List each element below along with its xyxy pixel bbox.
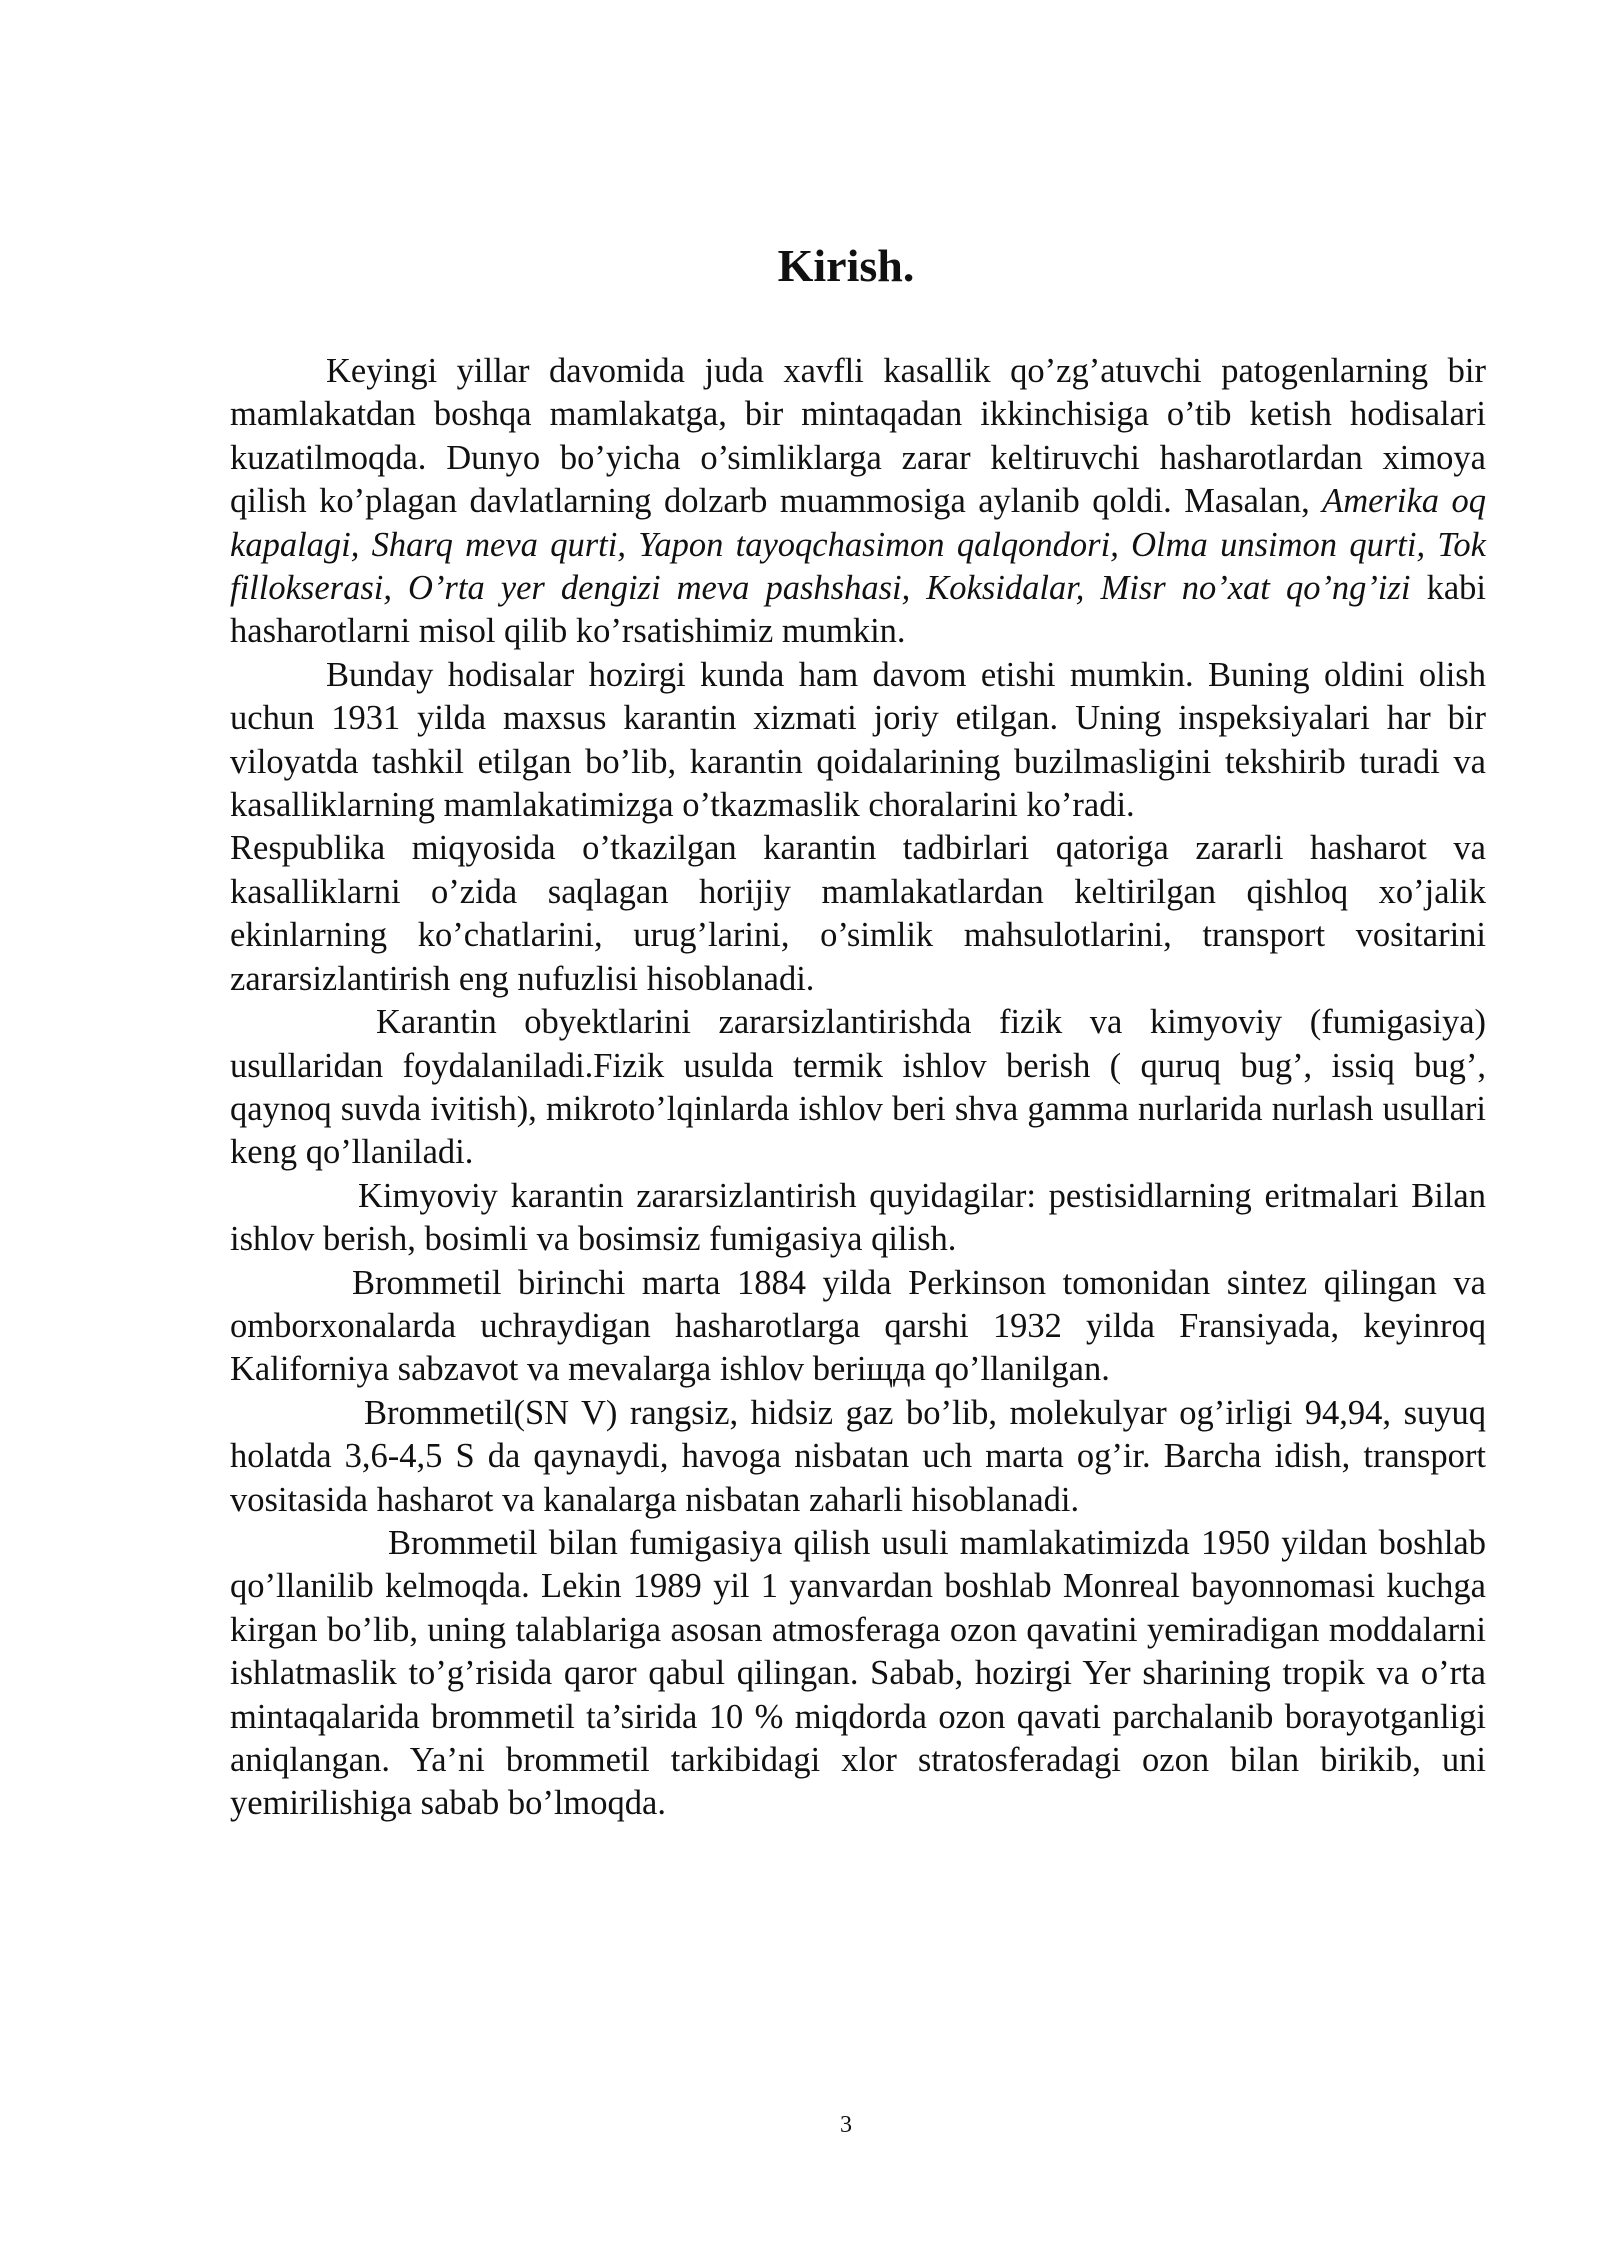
paragraph-3: Respublika miqyosida o’tkazilgan karantin tadbirlari qatoriga zararli hasharot va kasalliklarni o’zida saqlagan horijiy mamlakatlardan keltirilgan qishloq xo’jalik ekinlarning ko’chatlarini, urug’larini, o’simlik mahsulotlarini, transport vositarini zararsizlantirish eng nufuzlisi hisoblanadi. (230, 829, 1486, 998)
paragraph-2: Bunday hodisalar hozirgi kunda ham davom etishi mumkin. Buning oldini olish uchun 1931 yilda maxsus karantin xizmati joriy etilgan. Uning inspeksiyalari har bir viloyatda tashkil etilgan bo’lib, karantin qoidalarining buzilmasligini tekshirib turadi va kasalliklarning mamlakatimizga o’tkazmaslik choralarini ko’radi. (230, 655, 1486, 825)
page-number: 3 (840, 2112, 852, 2138)
paragraph-1-text-b: kabi hasharotlarni misol qilib ko’rsatishimiz mumkin. (230, 569, 1486, 651)
paragraph-5: Kimyoviy karantin zararsizlantirish quyidagilar: pestisidlarning eritmalari Bilan ishlov berish, bosimli va bosimsiz fumigasiya qilish. (230, 1176, 1486, 1259)
paragraph-7: Brommetil(SN V) rangsiz, hidsiz gaz bo’lib, molekulyar og’irligi 94,94, suyuq holatda 3,6-4,5 S da qaynaydi, havoga nisbatan uch marta og’ir. Barcha idish, transport vositasida hasharot va kanalarga nisbatan zaharli hisoblanadi. (230, 1393, 1486, 1519)
body-text (230, 350, 1486, 1826)
page-title: Kirish. (777, 240, 915, 291)
paragraph-1-italic-pests: Amerika oq kapalagi, Sharq meva qurti, Yapon tayoqchasimon qalqondori, Olma unsimon qurti, Tok fillokserasi, O’rta yer dengizi meva pashshasi, Koksidalar, Misr no’xat qo’ng’izi (230, 482, 1486, 608)
paragraph-1-text-a: Keyingi yillar davomida juda xavfli kasallik qo’zg’atuvchi patogenlarning bir mamlakatdan boshqa mamlakatga, bir mintaqadan ikkinchisiga o’tib ketish hodisalari kuzatilmoqda. Dunyo bo’yicha o’simliklarga zarar keltiruvchi hasharotlardan ximoya qilish ko’plagan davlatlarning dolzarb muammosiga aylanib qoldi. Masalan, (230, 352, 1486, 521)
paragraph-1 (230, 350, 1486, 654)
paragraph-4: Karantin obyektlarini zararsizlantirishda fizik va kimyoviy (fumigasiya) usullaridan foydalaniladi.Fizik usulda termik ishlov berish ( quruq bug’, issiq bug’, qaynoq suvda ivitish), mikroto’lqinlarda ishlov beri shva gamma nurlarida nurlash usullari keng qo’llaniladi. (230, 1003, 1486, 1172)
paragraph-6: Brommetil birinchi marta 1884 yilda Perkinson tomonidan sintez qilingan va omborxonalarda uchraydigan hasharotlarga qarshi 1932 yilda Fransiyada, keyinroq Kaliforniya sabzavot va mevalarga ishlov beriщда qo’llanilgan. (230, 1263, 1486, 1389)
paragraph-8: Brommetil bilan fumigasiya qilish usuli mamlakatimizda 1950 yildan boshlab qo’llanilib kelmoqda. Lekin 1989 yil 1 yanvardan boshlab Monreal bayonnomasi kuchga kirgan bo’lib, uning talablariga asosan atmosferaga ozon qavatini yemiradigan moddalarni ishlatmaslik to’g’risida qaror qabul qilingan. Sabab, hozirgi Yer sharining tropik va o’rta mintaqalarida brommetil ta’sirida 10 % miqdorda ozon qavati parchalanib borayotganligi aniqlangan. Ya’ni brommetil tarkibidagi xlor stratosferadagi ozon bilan birikib, uni yemirilishiga sabab bo’lmoqda. (230, 1523, 1486, 1823)
